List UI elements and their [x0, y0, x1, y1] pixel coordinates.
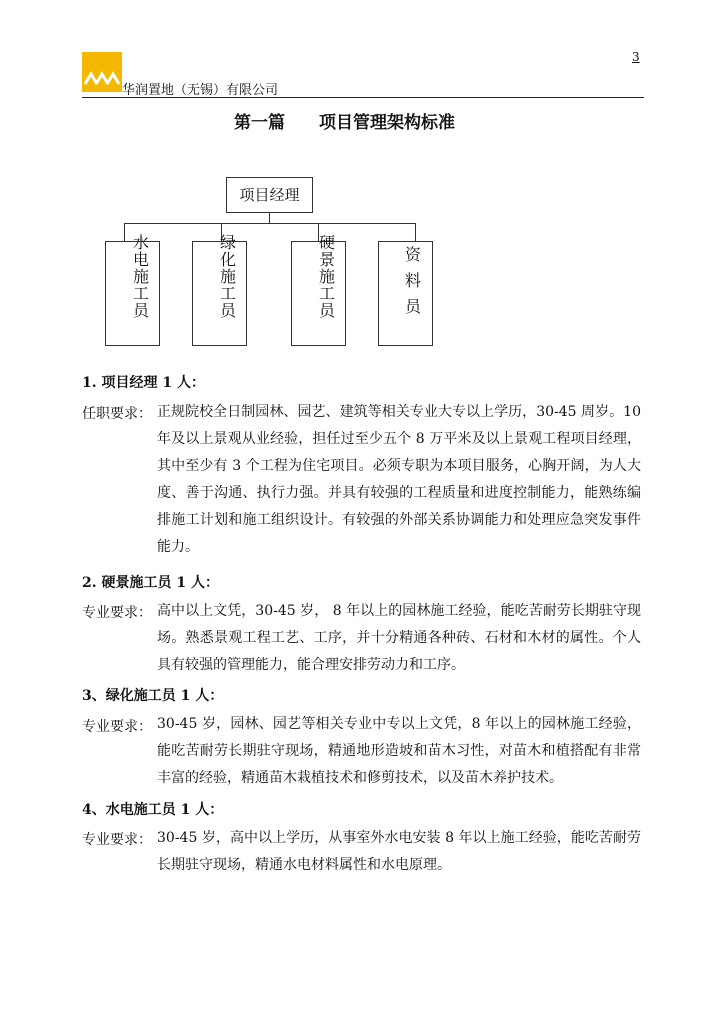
org-node-greening: [192, 233, 247, 346]
org-node-label: 水电施工员: [132, 233, 149, 320]
section-text: 正规院校全日制园林、园艺、建筑等相关专业大专以上学历，30-45 周岁。10 年及以上景观从业经验，担任过至少五个 8 万平米及以上景观工程项目经理，其中至少有 3 个工程为住宅项目。必须专职为本项目服务，心胸开阔，为人大度、善于沟通、执行力强。并具有较强的工程质量和进度控制能力，能熟练编排施工计划和施工组织设计。有较强的外部关系协调能力和处理应急突发事件能力。: [157, 404, 641, 555]
section-text: 高中以上文凭，30-45 岁， 8 年以上的园林施工经验，能吃苦耐劳长期驻守现场。熟悉景观工程工艺、工序，并十分精通各种砖、石材和木材的属性。个人具有较强的管理能力，能合理安排劳动力和工序。: [157, 603, 641, 673]
company-name: 华润置地（无锡）有限公司: [122, 83, 279, 98]
org-node-label: 绿化施工员: [219, 233, 236, 320]
org-node-hardscape: [291, 233, 346, 346]
header-divider: [82, 97, 644, 98]
org-node-label: 硬景施工员: [318, 233, 335, 320]
section-heading: 1. 项目经理 1 人：: [82, 375, 205, 391]
org-node-documents: [378, 241, 433, 346]
org-connector: [124, 223, 416, 224]
org-node-label: 资料员: [404, 245, 421, 316]
section-label: 专业要求：: [82, 719, 152, 735]
company-logo: [82, 52, 122, 92]
page-title: 第一篇 项目管理架构标准: [234, 113, 455, 133]
org-connector: [124, 223, 125, 241]
section-text: 30-45 岁，高中以上学历，从事室外水电安装 8 年以上施工经验，能吃苦耐劳长期驻守现场，精通水电材料属性和水电原理。: [157, 830, 641, 873]
section-text: 30-45 岁，园林、园艺等相关专业中专以上文凭，8 年以上的园林施工经验，能吃苦耐劳长期驻守现场，精通地形造坡和苗木习性，对苗木和植搭配有非常丰富的经验，精通苗木栽植技术和修剪技术，以及苗木养护技术。: [157, 716, 641, 786]
section-heading: 4、水电施工员 1 人：: [82, 802, 224, 818]
section-heading: 2. 硬景施工员 1 人：: [82, 575, 219, 591]
section-label: 任职要求：: [82, 406, 152, 422]
org-node-plumbing: [105, 233, 160, 346]
section-heading: 3、绿化施工员 1 人：: [82, 688, 224, 704]
section-label: 专业要求：: [82, 832, 152, 848]
org-node-manager: 项目经理: [226, 177, 313, 213]
org-connector: [415, 223, 416, 241]
page-number: 3: [632, 50, 640, 64]
section-label: 专业要求：: [82, 605, 152, 621]
